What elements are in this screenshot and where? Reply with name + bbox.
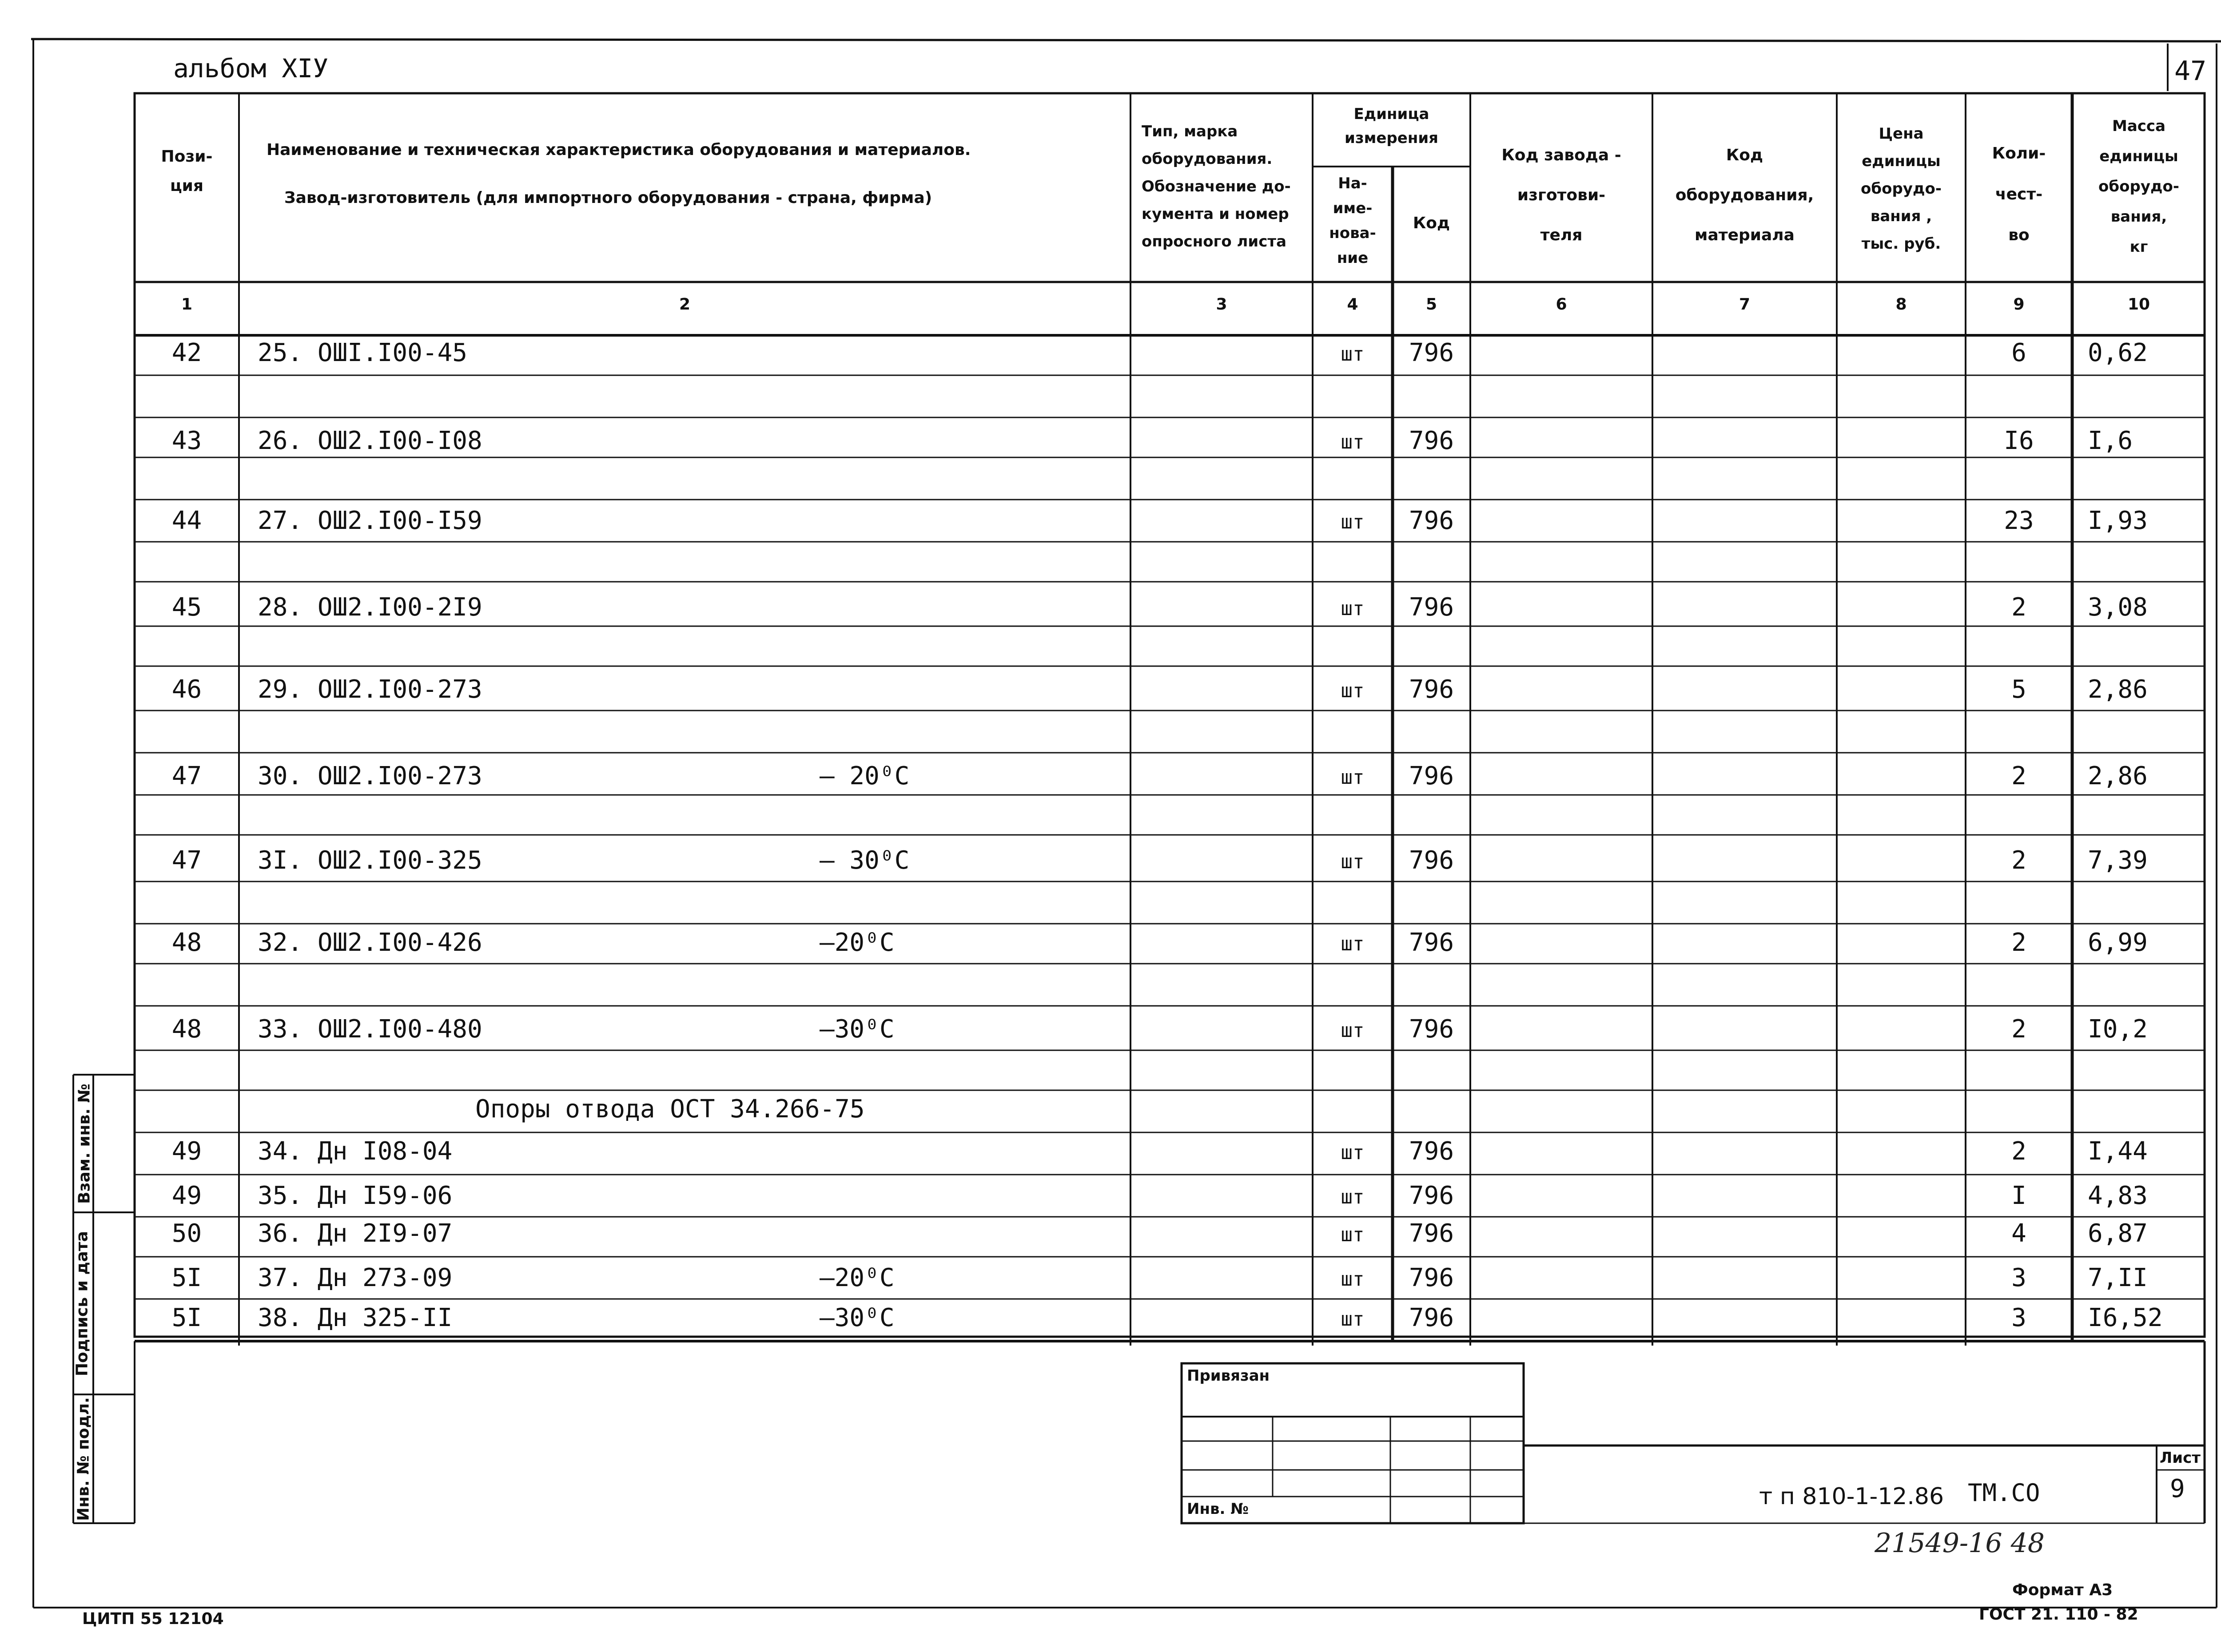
header-unit-name-line: На- (1338, 175, 1367, 192)
header-type-line: кумента и номер (1142, 205, 1289, 223)
header-mass-line: вания, (2110, 208, 2167, 226)
row-name: 36. Дн 2I9-07 (258, 1219, 453, 1248)
header-unit-line: измерения (1345, 129, 1438, 147)
row-quantity: 6 (2011, 338, 2026, 367)
header-quantity-line: Коли- (1992, 144, 2046, 163)
row-unit-code: 796 (1409, 338, 1454, 367)
row-quantity: I (2011, 1181, 2026, 1210)
row-quantity: 2 (2011, 593, 2026, 622)
row-unit-code: 796 (1409, 928, 1454, 957)
row-position: 50 (171, 1219, 202, 1248)
header-unit-line: Единица (1353, 105, 1429, 123)
row-unit-code: 796 (1409, 1303, 1454, 1332)
row-mass: I,6 (2088, 426, 2133, 455)
row-position: 48 (171, 928, 202, 957)
header-unit-code: Код (1413, 214, 1450, 232)
header-quantity (1966, 133, 2072, 256)
header-maker-code-line: изготови- (1517, 186, 1606, 204)
row-unit: шт (1341, 766, 1365, 789)
header-mass (2072, 111, 2205, 262)
side-label-signature-date: Подпись и дата (73, 1231, 92, 1376)
row-name: 35. Дн I59-06 (258, 1181, 453, 1210)
row-quantity: 2 (2011, 846, 2026, 875)
section-title: Опоры отвода ОСТ 34.266-75 (475, 1095, 865, 1124)
row-mass: 2,86 (2088, 675, 2148, 704)
row-position: 5I (171, 1263, 202, 1292)
row-mass: I,93 (2088, 506, 2148, 535)
header-unit-name (1313, 171, 1393, 270)
header-name-line2: Завод-изготовитель (для импортного оборудования - страна, фирма) (284, 189, 932, 207)
header-price-line: Цена (1879, 125, 1924, 143)
row-quantity: 2 (2011, 1137, 2026, 1166)
row-temperature: – 30⁰С (820, 846, 910, 875)
header-position (135, 142, 239, 201)
column-number: 1 (181, 295, 193, 314)
header-price-line: тыс. руб. (1861, 235, 1941, 253)
row-mass: 6,87 (2088, 1219, 2148, 1248)
row-position: 42 (171, 338, 202, 367)
row-name: 33. ОШ2.I00-480 (258, 1015, 482, 1044)
header-type (1133, 118, 1310, 255)
row-unit: шт (1341, 933, 1365, 955)
row-unit-code: 796 (1409, 1137, 1454, 1166)
header-type-line: опросного листа (1142, 233, 1287, 250)
corner-page-number: 47 (2174, 56, 2207, 87)
row-position: 44 (171, 506, 202, 535)
row-quantity: 2 (2011, 1015, 2026, 1044)
row-temperature: –30⁰С (820, 1303, 895, 1332)
header-type-line: Обозначение до- (1142, 178, 1291, 195)
row-unit: шт (1341, 431, 1365, 453)
row-mass: I0,2 (2088, 1015, 2148, 1044)
row-mass: I6,52 (2088, 1303, 2163, 1332)
row-mass: I,44 (2088, 1137, 2148, 1166)
row-quantity: 2 (2011, 928, 2026, 957)
header-price-line: оборудо- (1861, 180, 1942, 198)
row-mass: 2,86 (2088, 762, 2148, 790)
header-mass-line: Масса (2112, 117, 2166, 135)
column-number: 9 (2013, 295, 2025, 314)
row-unit: шт (1341, 1141, 1365, 1164)
row-name: 34. Дн I08-04 (258, 1137, 453, 1166)
header-price-line: вания , (1870, 207, 1932, 225)
row-mass: 0,62 (2088, 338, 2148, 367)
header-name-line1: Наименование и техническая характеристика оборудования и материалов. (267, 141, 971, 159)
column-number: 4 (1347, 295, 1358, 314)
row-name: 25. ОШI.I00-45 (258, 338, 468, 367)
header-mass-line: кг (2129, 238, 2148, 256)
ctip-label: ЦИТП 55 12104 (82, 1610, 224, 1628)
stamp-privyazan: Привязан (1187, 1367, 1270, 1385)
row-mass: 3,08 (2088, 593, 2148, 622)
row-unit-code: 796 (1409, 846, 1454, 875)
row-name: 27. ОШ2.I00-I59 (258, 506, 482, 535)
header-quantity-line: чест- (1995, 185, 2043, 203)
row-unit-code: 796 (1409, 1181, 1454, 1210)
row-unit-code: 796 (1409, 1015, 1454, 1044)
header-maker-code (1470, 135, 1652, 255)
header-mass-line: единицы (2099, 147, 2178, 165)
row-temperature: – 20⁰С (820, 762, 910, 790)
column-number: 7 (1739, 295, 1751, 314)
row-position: 49 (171, 1181, 202, 1210)
album-label: альбом XIУ (173, 53, 329, 83)
row-unit-code: 796 (1409, 675, 1454, 704)
row-quantity: 23 (2004, 506, 2034, 535)
row-unit-code: 796 (1409, 593, 1454, 622)
side-label-replaced-inv: Взам. инв. № (75, 1084, 94, 1204)
row-mass: 4,83 (2088, 1181, 2148, 1210)
row-unit-code: 796 (1409, 426, 1454, 455)
row-mass: 7,II (2088, 1263, 2148, 1292)
row-name: 32. ОШ2.I00-426 (258, 928, 482, 957)
header-mass-line: оборудо- (2098, 178, 2179, 195)
row-name: 30. ОШ2.I00-273 (258, 762, 482, 790)
stamp-mark: ТМ.СО (1968, 1479, 2040, 1507)
header-position-line: Пози- (161, 147, 213, 166)
column-number: 6 (1556, 295, 1567, 314)
row-quantity: 3 (2011, 1303, 2026, 1332)
row-quantity: I6 (2004, 426, 2034, 455)
row-position: 46 (171, 675, 202, 704)
header-equipment-code-line: Код (1726, 146, 1763, 164)
row-position: 48 (171, 1015, 202, 1044)
header-equipment-code-line: материала (1695, 226, 1795, 244)
handwritten-number: 21549-16 48 (1875, 1528, 2045, 1559)
row-unit-code: 796 (1409, 762, 1454, 790)
row-position: 47 (171, 762, 202, 790)
header-maker-code-line: Код завода - (1501, 146, 1621, 164)
row-position: 5I (171, 1303, 202, 1332)
stamp-sheet-number: 9 (2170, 1474, 2185, 1503)
row-position: 49 (171, 1137, 202, 1166)
row-mass: 7,39 (2088, 846, 2148, 875)
row-unit: шт (1341, 511, 1365, 533)
stamp-inv-no: Инв. № (1187, 1500, 1249, 1518)
row-quantity: 5 (2011, 675, 2026, 704)
row-name: 28. ОШ2.I00-2I9 (258, 593, 482, 622)
row-position: 47 (171, 846, 202, 875)
header-unit-name-line: име- (1333, 199, 1373, 217)
header-quantity-line: во (2008, 226, 2030, 244)
row-unit-code: 796 (1409, 1219, 1454, 1248)
header-price-line: единицы (1862, 152, 1941, 170)
header-unit-name-line: нова- (1329, 224, 1376, 242)
row-name: 38. Дн 325-II (258, 1303, 453, 1332)
stamp-sheet-label: Лист (2160, 1449, 2201, 1467)
column-number: 3 (1216, 295, 1227, 314)
header-price (1837, 120, 1966, 258)
header-unit-name-line: ние (1337, 249, 1369, 267)
column-number: 5 (1425, 295, 1437, 314)
header-position-line: ция (170, 177, 204, 195)
row-name: 3I. ОШ2.I00-325 (258, 846, 482, 875)
row-position: 43 (171, 426, 202, 455)
row-name: 29. ОШ2.I00-273 (258, 675, 482, 704)
header-type-line: оборудования. (1142, 150, 1273, 168)
header-type-line: Тип, марка (1142, 123, 1238, 140)
row-unit: шт (1341, 1268, 1365, 1291)
row-name: 26. ОШ2.I00-I08 (258, 426, 482, 455)
stamp-doc-code: т п 810-1-12.86 (1759, 1483, 1944, 1510)
row-quantity: 4 (2011, 1219, 2026, 1248)
row-unit: шт (1341, 850, 1365, 873)
header-equipment-code-line: оборудования, (1675, 186, 1814, 204)
row-unit: шт (1341, 343, 1365, 365)
header-maker-code-line: теля (1540, 226, 1583, 244)
row-unit: шт (1341, 1223, 1365, 1246)
row-position: 45 (171, 593, 202, 622)
row-unit: шт (1341, 679, 1365, 702)
row-unit: шт (1341, 1186, 1365, 1208)
row-mass: 6,99 (2088, 928, 2148, 957)
row-temperature: –30⁰С (820, 1015, 895, 1044)
row-unit: шт (1341, 1308, 1365, 1330)
header-equipment-code (1652, 135, 1837, 255)
row-quantity: 2 (2011, 762, 2026, 790)
row-name: 37. Дн 273-09 (258, 1263, 453, 1292)
row-temperature: –20⁰С (820, 1263, 895, 1292)
column-number: 8 (1895, 295, 1907, 314)
format-label: Формат А3 (2012, 1581, 2113, 1599)
row-temperature: –20⁰С (820, 928, 895, 957)
gost-label: ГОСТ 21. 110 - 82 (1979, 1605, 2138, 1624)
row-unit: шт (1341, 1019, 1365, 1042)
column-number: 2 (679, 295, 691, 314)
row-unit-code: 796 (1409, 1263, 1454, 1292)
row-unit-code: 796 (1409, 506, 1454, 535)
column-number: 10 (2127, 295, 2150, 314)
header-unit (1313, 102, 1470, 150)
row-unit: шт (1341, 597, 1365, 620)
side-label-inv-original: Инв. № подл. (74, 1397, 93, 1521)
header-name (267, 135, 1022, 213)
row-quantity: 3 (2011, 1263, 2026, 1292)
